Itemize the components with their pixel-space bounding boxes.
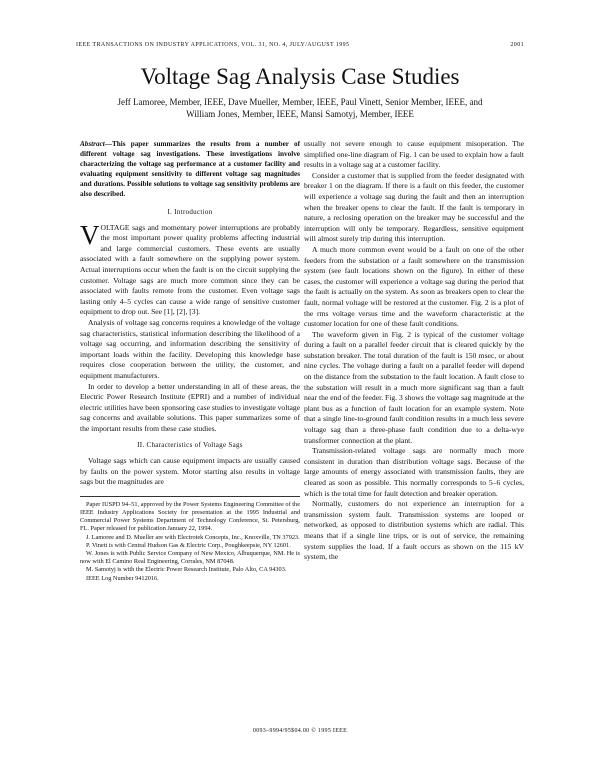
authors-line-1: Jeff Lamoree, Member, IEEE, Dave Mueller, Member, IEEE, Paul Vinett, Senior Member, IEEE, and [117,97,483,107]
right-paragraph-1: Consider a customer that is supplied from the feeder designated with breaker 1 on the diagram. If there is a fault on this feeder, the customer will experience a voltage sag during the fault and then an interruption when the breaker opens to clear the fault. If the fault is temporary in nature, a reclosing operation on the breaker may be successful and the interruption will only be temporary. Regardless, sensitive equipment will almost surely trip during this interruption. [304,170,524,244]
footnote-author-4: M. Samotyj is with the Electric Power Research Institute, Palo Alto, CA 94303. [86,566,287,574]
left-column [80,139,300,583]
intro-paragraph-1 [80,219,300,318]
right-paragraph-3: The waveform given in Fig. 2 is typical of the customer voltage during a fault on a parallel feeder circuit that is cleared quickly by the substation breaker. The total duration of the fault is 150 msec, or about nine cycles. The voltage during a fault on a parallel feeder will depend on the distance from the substation to the fault location. A fault close to the substation will result in a much more significant sag than a fault near the end of the feeder. Fig. 3 shows the voltage sag magnitude at the plant bus as a function of fault location for an example system. Note that a single line-to-ground fault condition results in a much less severe voltage sag than a three-phase fault condition due to a delta-wye transformer connection at the plant. [304,329,524,445]
footnotes [80,496,300,583]
section-heading-introduction: I. Introduction [167,208,213,216]
footnote-author-1: J. Lamoree and D. Mueller are with Electrotek Concepts, Inc., Knoxville, TN 37923. [86,533,300,541]
footnote-log-number: IEEE Log Number 9412016. [86,574,159,582]
copyright-line: 0093–9994/95$04.00 © 1995 IEEE [252,728,348,734]
abstract-label: Abstract [80,140,105,148]
intro-paragraph-3: In order to develop a better understanding in all of these areas, the Electric Power Research Institute (EPRI) and a number of individual electric utilities have been sponsoring case studies to investigate voltage sag concerns and available solutions. This paper summarizes some of the important results from these case studies. [80,381,300,433]
authors-line-2: William Jones, Member, IEEE, Mansi Samotyj, Member, IEEE [186,109,414,119]
right-paragraph-5: Normally, customers do not experience an interruption for a transmission system fault. Transmission systems are looped or networked, as opposed to distribution systems which are radial. This means that if a single line trips, or is out of service, the remaining system supplies the load. If a fault occurs as shown on the 115 kV system, the [304,499,524,562]
footnote-author-3: W. Jones is with Public Service Company of New Mexico, Albuquerque, NM. He is now with El Camino Real Engineering, Corrales, NM 87048. [80,550,300,566]
drop-cap: V [80,219,100,250]
characteristics-paragraph-1: Voltage sags which can cause equipment impacts are usually caused by faults on the power system. Motor starting also results in voltage sags but the magnitudes are [80,456,300,487]
footnote-author-2: P. Vinett is with Central Hudson Gas & Electric Corp., Poughkeepsie, NY 12601. [86,541,291,549]
intro-paragraph-2: Analysis of voltage sag concerns requires a knowledge of the voltage sag characteristics, statistical information describing the likelihood of a voltage sag occurring, and information describing the sensitivity of important loads within the facility. Developing this knowledge base requires close cooperation between the utility, the customer, and equipment manufacturers. [80,317,300,380]
right-paragraph-2: A much more common event would be a fault on one of the other feeders from the substation or a fault somewhere on the transmission system (see fault locations shown on the figure). In either of these cases, the customer will experience a voltage sag during the period that the fault is actually on the system. As soon as breakers open to clear the fault, normal voltage will be restored at the customer. Fig. 2 is a plot of the rms voltage versus time and the waveform characteristic at the customer location for one of these fault conditions. [304,244,524,329]
abstract [80,139,300,199]
abstract-text: —This paper summarizes the results from a number of different voltage sag investigations. These investigations involve characterizing the voltage sag performance at a customer facility and evaluating equipment sensitivity to different voltage sag magnitudes and durations. Possible solutions to voltage sag sensitivity problems are also described. [80,140,300,198]
paper-title: Voltage Sag Analysis Case Studies [140,64,460,89]
right-paragraph-0: usually not severe enough to cause equipment misoperation. The simplified one-line diagram of Fig. 1 can be used to explain how a fault results in a voltage sag at a customer facility. [304,139,524,170]
running-head [76,42,524,48]
page-number: 2001 [510,42,524,48]
section-heading-characteristics: II. Characteristics of Voltage Sags [137,441,243,450]
right-paragraph-4: Transmission-related voltage sags are normally much more consistent in duration than distribution voltage sags. Because of the large amounts of energy associated with transmission faults, they are cleared as soon as possible. This normally corresponds to 5–6 cycles, which is the total time for fault detection and breaker operation. [304,446,524,498]
footnote-paper-info: Paper IUSPD 94–51, approved by the Power Systems Engineering Committee of the IEEE Industry Applications Society for presentation at the 1995 Industrial and Commercial Power Systems Department of Technology Conference, St. Petersburg, FL. Paper released for publication January 22, 1994. [80,500,300,533]
author-block [80,96,520,120]
journal-header: IEEE TRANSACTIONS ON INDUSTRY APPLICATIONS, VOL. 31, NO. 4, JULY/AUGUST 1995 [76,42,350,48]
right-column [304,139,524,563]
intro-paragraph-1-text: OLTAGE sags and momentary power interruptions are probably the most important power quality problems affecting industrial and large commercial customers. These events are usually associated with a fault somewhere on the supplying power system. Actual interruptions occur when the fault is on the circuit supplying the customer. Voltage sags are much more common since they can be associated with faults remote from the customer. Even voltage sags lasting only 4–5 cycles can cause a wide range of sensitive customer equipment to drop out. See [1], [2], [3]. [80,222,300,317]
